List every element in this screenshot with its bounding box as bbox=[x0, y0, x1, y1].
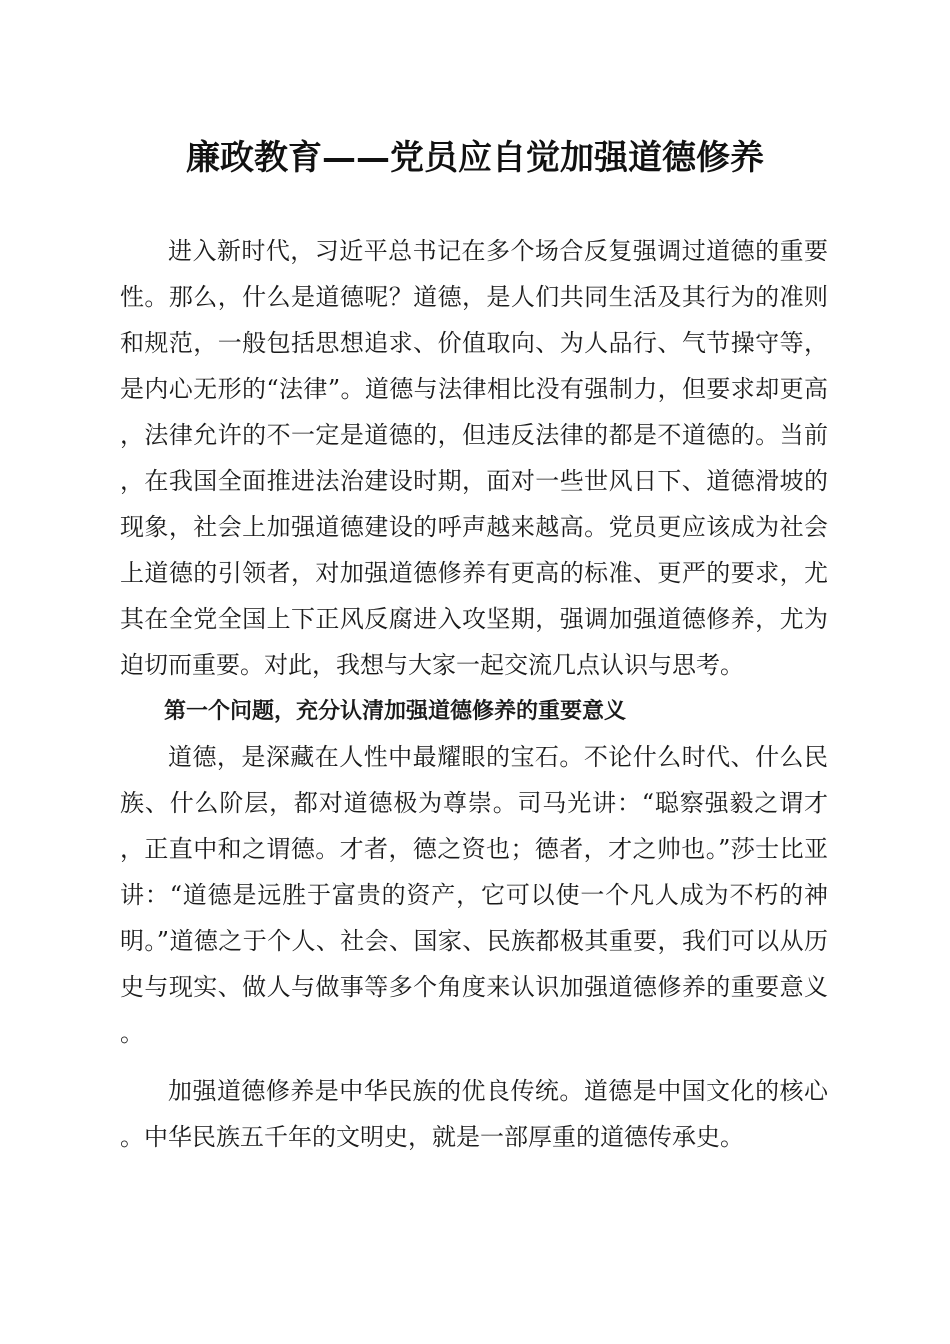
paragraph-tradition: 加强道德修养是中华民族的优良传统。道德是中国文化的核心。中华民族五千年的文明史，就是一部厚重的道德传承史。 bbox=[120, 1077, 828, 1151]
paragraph-section-1: 道德，是深藏在人性中最耀眼的宝石。不论什么时代、什么民族、什么阶层，都对道德极为尊崇。司马光讲：“聪察强毅之谓才，正直中和之谓德。才者，德之资也；德者，才之帅也。”莎士比亚讲：“道德是远胜于富贵的资产，它可以使一个凡人成为不朽的神明。”道德之于个人、社会、国家、民族都极其重要，我们可以从历史与现实、做人与做事等多个角度来认识加强道德修养的重要意义。 bbox=[120, 743, 828, 1047]
document-title: 廉政教育——党员应自觉加强道德修养 bbox=[186, 138, 764, 178]
document-body bbox=[120, 228, 828, 1160]
paragraph-intro: 进入新时代，习近平总书记在多个场合反复强调过道德的重要性。那么，什么是道德呢？道德，是人们共同生活及其行为的准则和规范，一般包括思想追求、价值取向、为人品行、气节操守等，是内心无形的“法律”。道德与法律相比没有强制力，但要求却更高，法律允许的不一定是道德的，但违反法律的都是不道德的。当前，在我国全面推进法治建设时期，面对一些世风日下、道德滑坡的现象，社会上加强道德建设的呼声越来越高。党员更应该成为社会上道德的引领者，对加强道德修养有更高的标准、更严的要求，尤其在全党全国上下正风反腐进入攻坚期，强调加强道德修养，尤为迫切而重要。对此，我想与大家一起交流几点认识与思考。 bbox=[120, 237, 828, 679]
section-heading-1: 第一个问题，充分认清加强道德修养的重要意义 bbox=[164, 698, 627, 724]
